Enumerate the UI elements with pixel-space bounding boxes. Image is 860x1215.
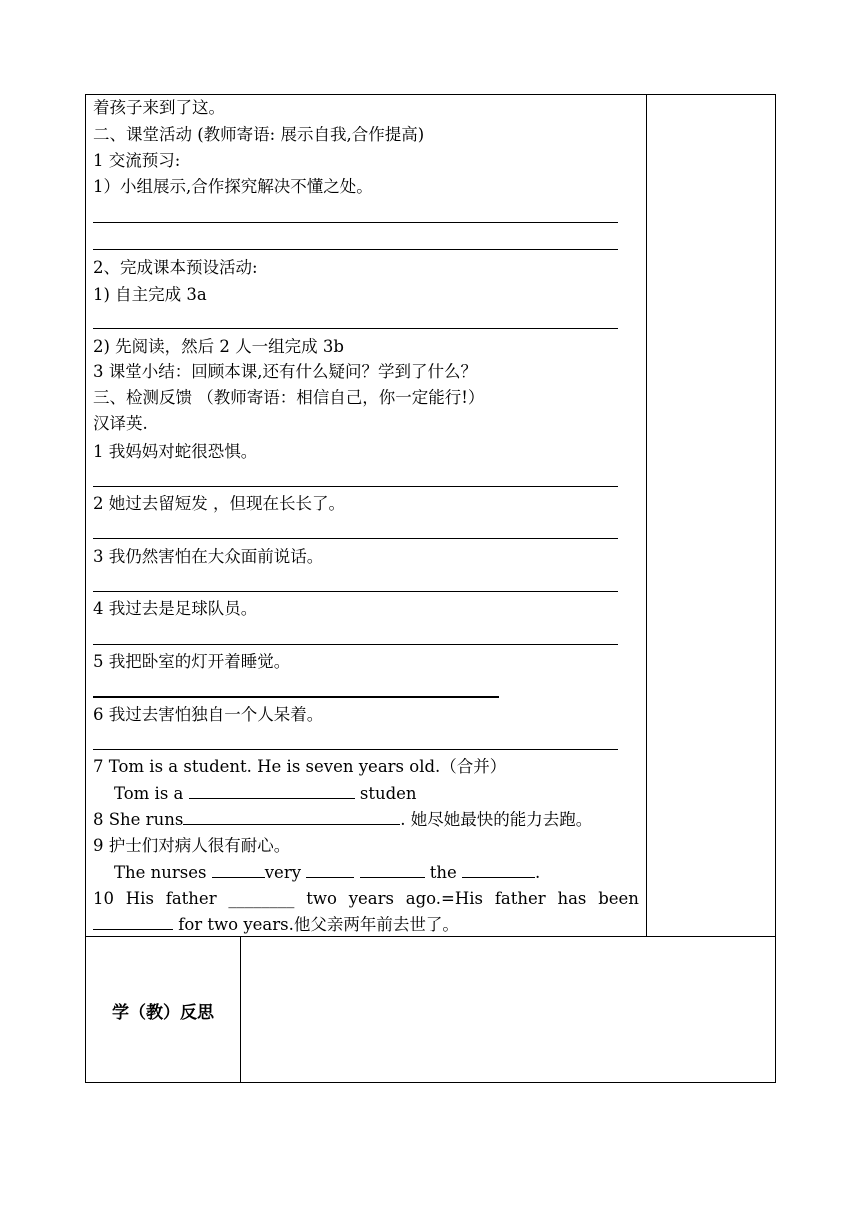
question-10-line-1: 10 His father ________ two years ago.=His father has been — [93, 889, 639, 908]
q9-part-b: very — [264, 863, 307, 882]
answer-line — [93, 644, 618, 645]
section-classroom-activity: 二、课堂活动 (教师寄语: 展示自我,合作提高) — [93, 125, 425, 144]
table-border-left — [85, 94, 86, 1083]
question-1: 1 我妈妈对蛇很恐惧。 — [93, 442, 258, 461]
q9-part-c: the — [424, 863, 463, 882]
answer-line — [93, 222, 618, 223]
question-6: 6 我过去害怕独自一个人呆着。 — [93, 705, 324, 724]
class-summary-item: 3 课堂小结：回顾本课,还有什么疑问？学到了什么？ — [93, 362, 477, 381]
q7-suffix: studen — [354, 784, 417, 803]
exchange-preview-heading: 1 交流预习: — [93, 151, 181, 170]
intro-line: 着孩子来到了这。 — [93, 98, 225, 117]
q10-blank-1[interactable]: ________ — [228, 889, 295, 908]
question-3: 3 我仍然害怕在大众面前说话。 — [93, 547, 324, 566]
complete-3b-item: 2) 先阅读，然后 2 人一组完成 3b — [93, 337, 344, 356]
group-show-item: 1）小组展示,合作探究解决不懂之处。 — [93, 177, 373, 196]
q8-blank[interactable] — [183, 810, 400, 825]
section-check-feedback: 三、检测反馈 （教师寄语：相信自己，你一定能行!） — [93, 388, 485, 407]
reflection-area[interactable] — [242, 938, 774, 1081]
answer-line — [93, 249, 618, 250]
textbook-activity-heading: 2、完成课本预设活动: — [93, 258, 258, 277]
q10-blank-2[interactable] — [93, 915, 173, 930]
q9-part-a: The nurses — [114, 863, 212, 882]
q9-blank-2[interactable] — [306, 863, 354, 878]
table-divider-column — [646, 94, 647, 937]
table-border-bottom — [85, 1082, 776, 1083]
answer-line — [93, 696, 499, 698]
q8-suffix: . 她尽她最快的能力去跑。 — [400, 810, 593, 829]
answer-line — [93, 749, 618, 750]
question-9-answer — [114, 863, 540, 883]
reflection-label: 学（教）反思 — [112, 1002, 214, 1023]
table-border-right — [775, 94, 776, 1083]
question-10-line-2: for two years.他父亲两年前去世了。 — [93, 915, 459, 935]
question-9: 9 护士们对病人很有耐心。 — [93, 836, 291, 855]
question-7-answer — [114, 784, 417, 804]
q7-blank[interactable] — [189, 784, 355, 799]
question-7: 7 Tom is a student. He is seven years old.（合并） — [93, 757, 507, 776]
table-border-top — [85, 94, 776, 95]
question-4: 4 我过去是足球队员。 — [93, 599, 258, 618]
q9-blank-3[interactable] — [360, 863, 425, 878]
question-8 — [93, 810, 592, 830]
translate-heading: 汉译英. — [93, 414, 148, 433]
complete-3a-item: 1) 自主完成 3a — [93, 285, 207, 304]
answer-line — [93, 486, 618, 487]
question-2: 2 她过去留短发 ，但现在长长了。 — [93, 494, 345, 513]
answer-line — [93, 538, 618, 539]
q7-prefix: Tom is a — [114, 784, 189, 803]
q9-blank-1[interactable] — [212, 863, 265, 878]
answer-line — [93, 591, 618, 592]
table-divider-row — [85, 936, 776, 937]
table-divider-reflection — [240, 936, 241, 1083]
q8-prefix: 8 She runs — [93, 810, 184, 829]
q9-end: . — [535, 863, 541, 882]
q9-blank-4[interactable] — [462, 863, 535, 878]
question-5: 5 我把卧室的灯开着睡觉。 — [93, 652, 291, 671]
answer-line — [93, 328, 618, 329]
